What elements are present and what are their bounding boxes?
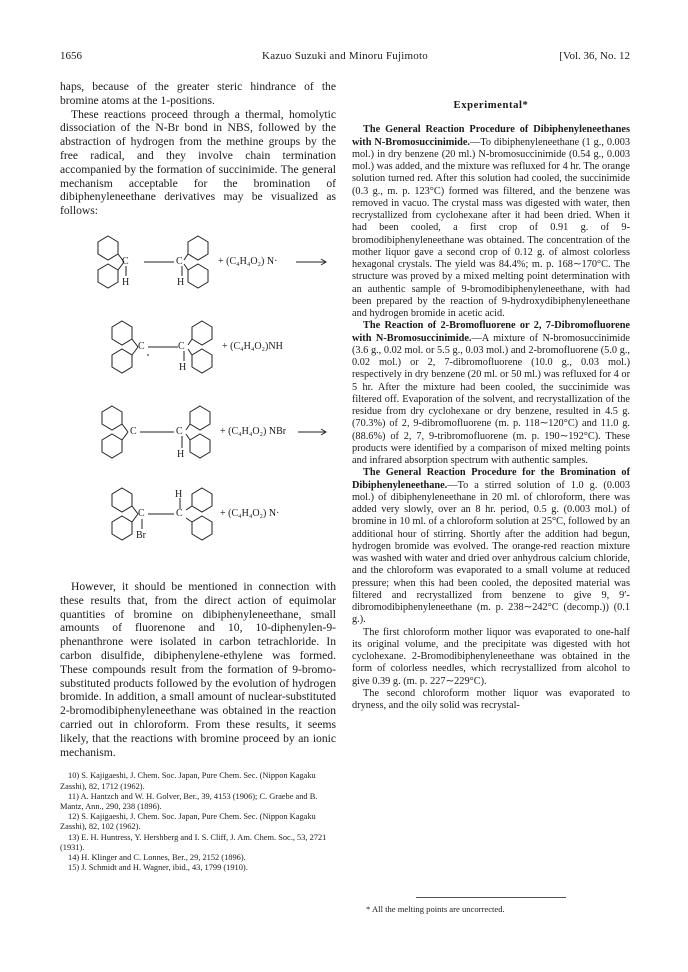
procedure-3 xyxy=(352,467,630,626)
scheme1-structure xyxy=(98,236,326,288)
reference-item: 13) E. H. Huntress, Y. Hershberg and I. S. Cliff, J. Am. Chem. Soc., 53, 2721 (1931). xyxy=(60,832,327,852)
scheme4-c-left: C xyxy=(138,507,145,519)
reference-item: 11) A. Hantzch and W. H. Golver, Ber., 39, 4153 (1906); C. Graebe and B. Mantz, Ann., 290, 238 (1896). xyxy=(60,791,318,811)
procedure-1-body: —To dibiphenyleneethane (1 g., 0.003 mol.) in dry benzene (20 ml.) N-bromosuccinimide (0.54 g., 0.003 mol.) was added, and the mixture was refluxed for 4 hr. The orange solution turned red. After this solution had cooled, the succinimide (0.3 g., m. p. 123°C) formed was filtered, and the benzene was removed in vacuo. The crystal mass was digested with water, then recrystallized from cyclohexane after it had been dried. When it had been cooled, a first crop of 0.91 g. of 9-bromodibiphenyleneethane was obtained. The concentration of the mother liquor gave a second crop of 0.12 g. of almost colorless hexagonal crystals. The yield was 84.4%; m. p. 168∼170°C. The structure was proved by a mixed melting point determination with an authentic sample of 9-bromodibiphenyleneethane, with had been prepared by the reaction of 9-hydroxydibiphenyleneethane and hydrogen bromide in acetic acid. xyxy=(352,136,630,319)
left-column xyxy=(60,80,336,873)
page-number: 1656 xyxy=(60,50,82,62)
procedure-3-body: —To a stirred solution of 1.0 g. (0.003 mol.) of dibiphenyleneethane in 20 ml. of chloroform, there was added very slowly, over an 8 hr. period, 0.5 g. (0.003 mol.) of bromine in 10 ml. of a chloroform solution at 25°C, followed by an additional hour of stirring. Shortly after the addition had begun, hydrogen bromide was evolved. The orange-red reaction mixture was washed with water and dried over anhydrous calcium chloride, and the chloroform was evaporated to a small volume at reduced pressure; when this had been cooled, the deposited material was filtered and recrystallized from benzene to give 9, 9′-dibromodibiphenyleneethane (m. p. 238∼242°C (decomp.)) (0.1 g.). xyxy=(352,479,630,626)
scheme1-c-right: C xyxy=(176,255,183,267)
procedure-1-heading: The General Reaction Procedure of Dibiphenyleneethanes with N-Bromosuccinimide. xyxy=(352,124,630,148)
scheme1-h-left: H xyxy=(122,276,130,288)
scheme3-reagent: + (C₄H₄O₂) NBr xyxy=(220,425,287,437)
right-column xyxy=(352,80,630,712)
paragraph-mechanism: These reactions proceed through a thermal, homolytic dissociation of the N-Br bond in NBS, followed by the abstraction of hydrogen from the methine groups by the free radical, and they involve chain termination accompanied by the formation of succinimide. The general mechanism acceptable for the bromination of dibiphenyleneethane derivatives may be visualized as follows: xyxy=(60,107,336,218)
scheme2-c-left: C xyxy=(138,340,145,352)
procedure-2 xyxy=(352,320,630,467)
paragraph-second-mother-liquor: The second chloroform mother liquor was evaporated to dryness, and the oily solid was recrystal- xyxy=(352,687,630,711)
paragraph-first-mother-liquor: The first chloroform mother liquor was evaporated to one-half its original volume, and the precipitate was digested with hot cyclohexane. 2-Bromodibiphenyleneethane was obtained in the form of colorless needles, which recrystallized from alcohol to give 0.39 g. (m. p. 227∼229°C). xyxy=(352,626,630,687)
reference-item: 10) S. Kajigaeshi, J. Chem. Soc. Japan, Pure Chem. Sec. (Nippon Kagaku Zasshi), 82, 1712 (1962). xyxy=(60,771,316,791)
scheme3-h: H xyxy=(177,448,185,460)
scheme1-h-right: H xyxy=(177,276,185,288)
scheme3-c-left: C xyxy=(130,425,137,437)
scheme4-h: H xyxy=(175,488,183,500)
scheme2-structure xyxy=(112,321,212,373)
page-header xyxy=(60,50,630,66)
scheme4-br: Br xyxy=(136,529,146,541)
running-authors: Kazuo Suzuki and Minoru Fujimoto xyxy=(262,50,428,62)
volume-info: [Vol. 36, No. 12 xyxy=(559,50,630,62)
scheme4-structure xyxy=(112,488,212,540)
scheme2-product: + (C₄H₄O₂)NH xyxy=(222,340,283,352)
footnote xyxy=(352,897,630,914)
scheme1-c-left: C xyxy=(122,255,129,267)
reaction-scheme xyxy=(60,226,336,566)
procedure-3-heading: The General Reaction Procedure for the Bromination of Dibiphenyleneethane. xyxy=(352,467,630,491)
procedure-2-body: —A mixture of N-bromosuccinimide (3.6 g., 0.02 mol. or 5.5 g., 0.03 mol.) and 2-bromofluorene (5.0 g., 0.02 mol.) or 2, 7-dibromofluorene (10.0 g., 0.03 mol.) respectively in dry benzene (20 ml. or 50 ml.) was refluxed for 4 or 5 hr. After the mixture had been cooled, the succinimide was filtered off. Evaporation of the solvent, and recrystallization of the residue from dry cyclohexane or dry benzene, resulted in 4.5 g. (70.3%) of 2, 9-dibromofluorene (m. p. 118∼120°C) and 11.0 g. (88.6%) of 2, 7, 9-tribromofluorene (m. p. 190∼192°C). These products were identified by a comparison of mixed melting points and infrared absorption spectrum with authentic samples. xyxy=(352,332,631,466)
reference-item: 14) H. Klinger and C. Lonnes, Ber., 29, 2152 (1896). xyxy=(68,852,246,862)
procedure-2-heading: The Reaction of 2-Bromofluorene or 2, 7-Dibromofluorene with N-Bromosuccinimide. xyxy=(352,320,630,344)
scheme2-h: H xyxy=(179,361,187,373)
reference-item: 12) S. Kajigaeshi, J. Chem. Soc. Japan, Pure Chem. Sec. (Nippon Kagaku Zasshi), 82, 102 (1962). xyxy=(60,812,316,832)
reference-list xyxy=(60,771,336,873)
procedure-1 xyxy=(352,124,630,320)
scheme1-reagent: + (C₄H₄O₂) N· xyxy=(218,255,278,267)
scheme3-c-right: C xyxy=(176,425,183,437)
paragraph-continuation: haps, because of the greater steric hindrance of the bromine atoms at the 1-positions. xyxy=(60,80,336,107)
section-title: Experimental* xyxy=(453,100,529,111)
footnote-text: * All the melting points are uncorrected. xyxy=(366,904,505,914)
scheme4-c-right: C xyxy=(176,507,183,519)
reaction-scheme-drawing xyxy=(60,226,336,566)
scheme2-c-right: C xyxy=(178,340,185,352)
paragraph-bromine-results: However, it should be mentioned in connection with these results that, from the direct action of equimolar quantities of bromine on dibiphenyleneethane, small amounts of fluorenone and 10, 10-diphenylen-9-phenanthrone were isolated in carbon tetrachloride. In carbon disulfide, dibiphenylene-ethylene was formed. These compounds result from the formation of 9-bromo-substituted products followed by the evolution of hydrogen bromide. In addition, a small amount of nuclear-substituted 2-bromodibiphenyleneethane was obtained in the reaction carried out in chloroform. From these results, it seems likely, that the reactions with bromine proceed by an ionic mechanism. xyxy=(60,579,336,759)
scheme4-product: + (C₄H₄O₂) N· xyxy=(220,507,280,519)
reference-item: 15) J. Schmidt and H. Wagner, ibid., 43, 1799 (1910). xyxy=(68,863,248,873)
footnote-rule xyxy=(416,897,566,898)
